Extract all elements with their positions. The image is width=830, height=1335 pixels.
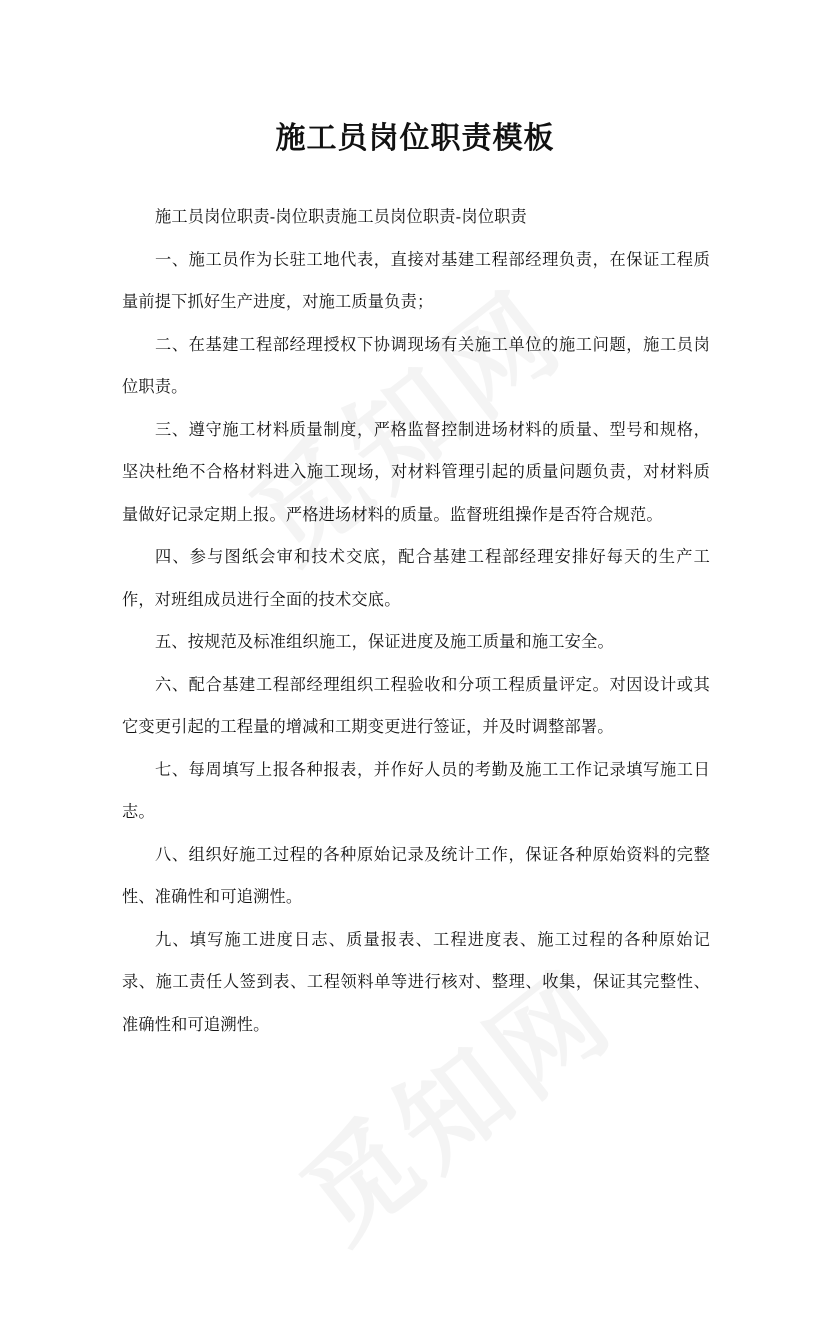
document-body [122,196,710,1046]
paragraph-6: 六、配合基建工程部经理组织工程验收和分项工程质量评定。对因设计或其它变更引起的工程量的增减和工期变更进行签证，并及时调整部署。 [122,674,710,736]
paragraph-9: 九、填写施工进度日志、质量报表、工程进度表、施工过程的各种原始记录、施工责任人签到表、工程领料单等进行核对、整理、收集，保证其完整性、准确性和可追溯性。 [122,929,710,1034]
paragraph-intro: 施工员岗位职责-岗位职责施工员岗位职责-岗位职责 [155,207,527,226]
paragraph-3: 三、遵守施工材料质量制度，严格监督控制进场材料的质量、型号和规格，坚决杜绝不合格材料进入施工现场，对材料管理引起的质量问题负责，对材料质量做好记录定期上报。严格进场材料的质量。监督班组操作是否符合规范。 [122,419,710,524]
paragraph-8: 八、组织好施工过程的各种原始记录及统计工作，保证各种原始资料的完整性、准确性和可追溯性。 [122,844,710,906]
paragraph-2: 二、在基建工程部经理授权下协调现场有关施工单位的施工问题，施工员岗位职责。 [122,334,710,396]
paragraph-7: 七、每周填写上报各种报表，并作好人员的考勤及施工工作记录填写施工日志。 [122,759,710,821]
paragraph-4: 四、参与图纸会审和技术交底，配合基建工程部经理安排好每天的生产工作，对班组成员进行全面的技术交底。 [122,547,710,609]
paragraph-5: 五、按规范及标准组织施工，保证进度及施工质量和施工安全。 [155,632,614,651]
document-title: 施工员岗位职责模板 [275,121,555,156]
paragraph-1: 一、施工员作为长驻工地代表，直接对基建工程部经理负责，在保证工程质量前提下抓好生产进度，对施工质量负责； [122,249,710,311]
